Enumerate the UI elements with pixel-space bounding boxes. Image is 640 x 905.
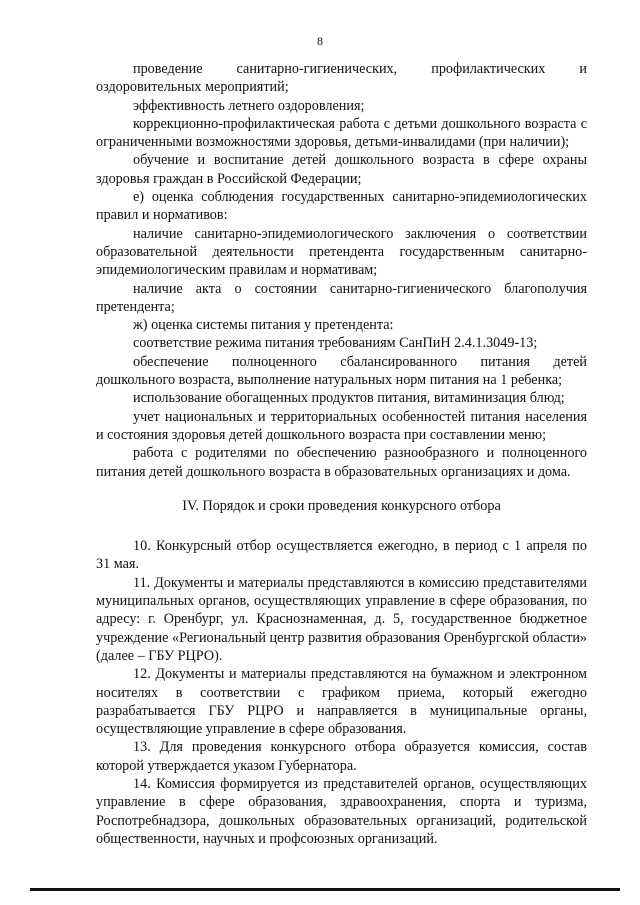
paragraph: 10. Конкурсный отбор осуществляется ежегодно, в период с 1 апреля по 31 мая. [96, 538, 587, 573]
section-heading: IV. Порядок и сроки проведения конкурсного отбора [182, 497, 501, 514]
bottom-rule [30, 888, 620, 891]
paragraph: 12. Документы и материалы представляются на бумажном и электронном носителях в соответствии с графиком приема, который ежегодно разрабатывается ГБУ РЦРО и направляется в муниципальные органы, осуществляющие управление в сфере образования. [96, 666, 587, 738]
paragraph: ж) оценка системы питания у претендента: [133, 317, 394, 334]
paragraph: наличие санитарно-эпидемиологического заключения о соответствии образовательной деятельности претендента государственным санитарно-эпидемиологическим правилам и нормативам; [96, 225, 587, 279]
paragraph: наличие акта о состоянии санитарно-гигиенического благополучия претендента; [96, 280, 587, 315]
paragraph: обеспечение полноценного сбалансированного питания детей дошкольного возраста, выполнение натуральных норм питания на 1 ребенка; [96, 353, 587, 389]
paragraph: 13. Для проведения конкурсного отбора образуется комиссия, состав которой утверждается указом Губернатора. [96, 739, 587, 774]
paragraph: е) оценка соблюдения государственных санитарно-эпидемиологических правил и нормативов: [96, 189, 587, 224]
paragraph: соответствие режима питания требованиям СанПиН 2.4.1.3049-13; [133, 335, 538, 352]
paragraph: учет национальных и территориальных особенностей питания населения и состояния здоровья детей дошкольного возраста при составлении меню; [96, 408, 587, 443]
paragraph: обучение и воспитание детей дошкольного возраста в сфере охраны здоровья граждан в Российской Федерации; [96, 152, 587, 187]
paragraph: использование обогащенных продуктов питания, витаминизация блюд; [133, 390, 565, 407]
paragraph: 11. Документы и материалы представляются в комиссию представителями муниципальных органов, осуществляющих управление в сфере образования, по адресу: г. Оренбург, ул. Краснознаменная, д. 5, государственное бюджетное учреждение «Региональный центр развития образования Оренбургской области» (далее – ГБУ РЦРО). [96, 574, 587, 664]
paragraph: эффективность летнего оздоровления; [133, 97, 365, 114]
paragraph: 14. Комиссия формируется из представителей органов, осуществляющих управление в сфере образования, здравоохранения, спорта и туризма, Роспотребнадзора, дошкольных образовательных организаций, родительской общественности, научных и профсоюзных организаций. [96, 775, 587, 847]
paragraph: коррекционно-профилактическая работа с детьми дошкольного возраста с ограниченными возможностями здоровья, детьми-инвалидами (при наличии); [96, 115, 587, 151]
document-body [96, 60, 587, 848]
paragraph: проведение санитарно-гигиенических, профилактических и оздоровительных мероприятий; [96, 61, 587, 96]
page-number: 8 [317, 34, 323, 48]
paragraph: работа с родителями по обеспечению разнообразного и полноценного питания детей дошкольного возраста в образовательных организациях и дома. [96, 445, 587, 480]
